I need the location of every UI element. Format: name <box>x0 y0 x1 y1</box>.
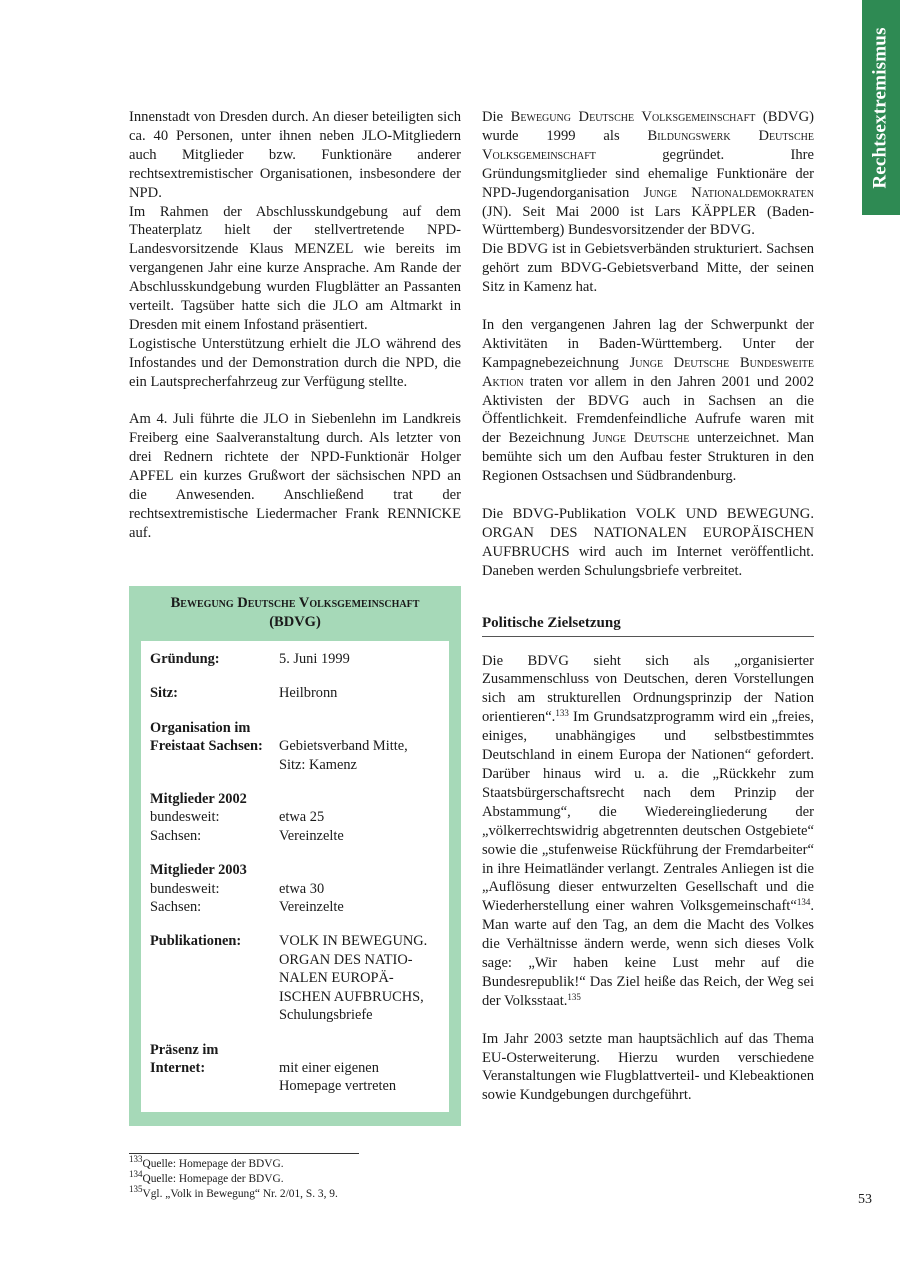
members-2003-nationwide-row <box>150 880 441 898</box>
members-2003-saxony-row <box>150 898 441 916</box>
seat-value: Heilbronn <box>279 685 338 702</box>
internet-value-2: Homepage vertreten <box>279 1078 397 1095</box>
internet-label-2: Internet: <box>150 1059 206 1076</box>
section-heading: Politische Zielsetzung <box>482 614 814 637</box>
nationwide-label: bundesweit: <box>150 880 220 897</box>
paragraph: Logistische Unterstützung erhielt die JLO während des Infostandes und der Demonstration durch die NPD, die ein Lautsprecherfahrzeug zur Verfügung stellte. <box>129 335 461 390</box>
organization-infobox <box>129 586 461 1126</box>
paragraph: Die BDVG-Publikation VOLK UND BEWEGUNG. ORGAN DES NATIONALEN EUROPÄISCHEN AUFBRUCHS wird auch im Internet veröffentlicht. Daneben werden Schulungsbriefe verbreitet. <box>482 506 814 579</box>
page-number: 53 <box>858 1192 872 1207</box>
organization-row <box>150 737 441 755</box>
publications-value: VOLK IN BEWEGUNG. ORGAN DES NATIO- NALEN EUROPÄ- ISCHEN AUFBRUCHS, Schulungsbriefe <box>279 933 428 1024</box>
members-2003-saxony-value: Vereinzelte <box>279 899 344 916</box>
paragraph: In den vergangenen Jahren lag der Schwerpunkt der Aktivitäten in Baden-Württemberg. Unter der Kampagnebezeichnung Junge Deutsche Bundesweite Aktion traten vor allem in den Jahren 2001 und 2002 Aktivisten der BDVG auch in Sachsen an die Öffentlichkeit. Fremdenfeindliche Aufrufe waren mit der Bezeichnung Junge Deutsche unterzeichnet. Man bemühte sich um den Aufbau fester Strukturen in den Regionen Ostsachsen und Südbrandenburg. <box>482 316 815 485</box>
section-tab <box>862 0 900 215</box>
internet-row <box>150 1059 441 1077</box>
paragraph: Am 4. Juli führte die JLO in Siebenlehn im Landkreis Freiberg eine Saalveranstaltung durch. Als letzter von drei Rednern richtete der NPD-Funktionär Holger APFEL ein kurzes Grußwort der sächsischen NPD an die Anwesenden. Anschließend trat der rechtsextremistische Liedermacher Frank RENNICKE auf. <box>129 411 461 541</box>
founding-row <box>150 650 441 668</box>
paragraph: Im Jahr 2003 setzte man hauptsächlich auf das Thema EU-Osterweiterung. Hierzu wurden verschiedene Veranstaltungen wie Flugblattverteil- und Klebeaktionen sowie Kundgebungen durchgeführt. <box>482 1030 814 1104</box>
members-2002-saxony-value: Vereinzelte <box>279 827 344 844</box>
paragraph: Die BDVG sieht sich als „organisierter Zusammenschluss von Deutschen, deren Vorstellungen sich am strukturellen Ordnungsprinzip der Nation orientieren“.$^{133}$ Im Grundsatzprogramm wird ein „freies, einiges, unabhängiges und selbstbestimmtes Deutschland in einem Europa der Nationen“ gefordert. Darüber hinaus wird u. a. die „Rückkehr zum Staatsbürgerschaftsrecht nach dem Prinzip der Abstammung“, die Wiedereingliederung der „völkerrechtswidrig abgetrennten deutschen Ostgebiete“ sowie die „stufenweise Rückführung der Fremdarbeiter“ in ihre Heimatländer verlangt. Zentrales Anliegen ist die „Auflösung dieser entwurzelten Gesellschaft und die Wiederherstellung einer wahren Volksgemeinschaft“$^{134}$. Man warte auf den Tag, an dem die Macht des Volkes die Verhältnisse ändern werde, wenn sich dieses Volk sage: „Wir haben keine Lust mehr auf die Bundesrepublik!“ Das Ziel heiße das Reich, der Weg sei der Volksstaat.$^{135}$ <box>482 652 814 1009</box>
paragraph: Die BDVG ist in Gebietsverbänden strukturiert. Sachsen gehört zum BDVG-Gebietsverband Mitte, der seinen Sitz in Kamenz hat. <box>482 241 814 296</box>
seat-row <box>150 684 441 702</box>
saxony-label: Sachsen: <box>150 899 202 916</box>
footnote-ref[interactable]: 134 <box>796 897 811 908</box>
nationwide-label: bundesweit: <box>150 809 220 826</box>
members-2002-nationwide-value: etwa 25 <box>279 809 325 826</box>
paragraph: Im Rahmen der Abschlusskundgebung auf dem Theaterplatz hielt der stellvertretende NPD-Landesvorsitzende Klaus MENZEL wie bereits im vergangenen Jahr eine kurze Ansprache. Am Rande der Abschlusskundgebung wurden Flugblätter an Passanten verteilt. Tagsüber hatte sich die JLO am Altmarkt in Dresden mit einem Infostand präsentiert. <box>129 203 461 333</box>
members-2002-label: Mitglieder 2002 <box>150 791 247 808</box>
left-column <box>129 108 461 543</box>
footnote-ref[interactable]: 135 <box>567 991 581 1002</box>
infobox-title-name: Bewegung Deutsche Volksgemeinschaft <box>170 595 420 611</box>
section-tab-label: Rechtsextremismus <box>870 26 892 189</box>
members-2002-saxony-row <box>150 827 441 845</box>
infobox-title-abbr: (BDVG) <box>269 614 321 630</box>
footnotes <box>129 1153 359 1202</box>
seat-label: Sitz: <box>150 685 178 702</box>
publications-row <box>150 932 441 1024</box>
saxony-label: Sachsen: <box>150 827 202 844</box>
organization-seat-value: Sitz: Kamenz <box>279 756 357 773</box>
footnote: $^{134}$Quelle: Homepage der BDVG. <box>129 1169 284 1185</box>
members-2003-nationwide-value: etwa 30 <box>279 880 325 897</box>
paragraph: Innenstadt von Dresden durch. An dieser beteiligten sich ca. 40 Personen, unter ihnen neben JLO-Mitgliedern auch Mitglieder bzw. Funktionäre anderer rechtsextremistischer Organisationen, insbesondere der NPD. <box>129 109 461 201</box>
infobox-title <box>129 594 461 632</box>
footnote-ref[interactable]: 133 <box>555 708 569 719</box>
founding-label: Gründung: <box>150 651 220 667</box>
founding-value: 5. Juni 1999 <box>279 651 350 667</box>
publications-label: Publikationen: <box>150 933 242 950</box>
internet-label: Präsenz im <box>150 1041 219 1058</box>
footnote: $^{133}$Quelle: Homepage der BDVG. <box>129 1154 284 1170</box>
internet-value: mit einer eigenen <box>279 1059 379 1076</box>
footnote: $^{135}$Vgl. „Volk in Bewegung“ Nr. 2/01, S. 3, 9. <box>129 1184 338 1200</box>
members-2002-nationwide-row <box>150 808 441 826</box>
members-2003-label: Mitglieder 2003 <box>150 862 247 879</box>
right-column <box>482 108 814 1105</box>
organization-value: Gebietsverband Mitte, <box>279 738 408 755</box>
paragraph: Die Bewegung Deutsche Volksgemeinschaft (BDVG) wurde 1999 als Bildungswerk Deutsche Volksgemeinschaft gegründet. Ihre Gründungsmitglieder sind ehemalige Funktionäre der NPD-Jugendorganisation Junge Nationaldemokraten (JN). Seit Mai 2000 ist Lars KÄPPLER (Baden-Württemberg) Bundesvorsitzender der BDVG. <box>482 109 814 239</box>
organization-label: Organisation im <box>150 719 251 736</box>
infobox-content <box>141 641 449 1112</box>
organization-label-2: Freistaat Sachsen: <box>150 738 263 755</box>
